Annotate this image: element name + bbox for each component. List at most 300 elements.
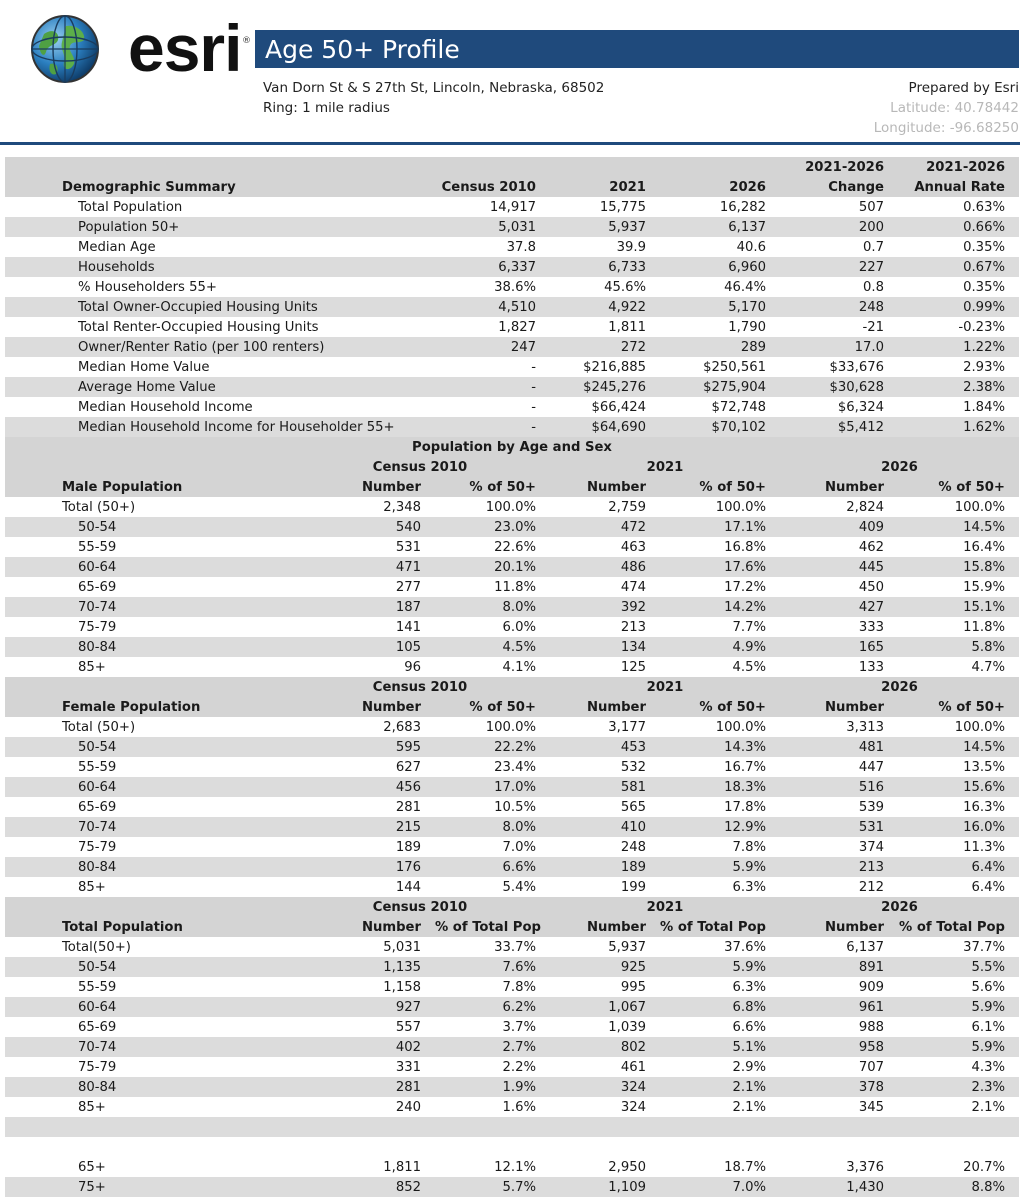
annual-rate-value: 2.38% [898,377,1019,397]
census-2010-value: 38.6% [494,279,536,295]
percent-value: 1.9% [435,1077,550,1097]
number-value: 5,031 [383,939,421,955]
number-header: Number [290,917,435,937]
demo-row [5,237,1019,257]
percent-value: 15.9% [963,579,1005,595]
percent-value: 100.0% [954,499,1005,515]
number-value: 187 [290,597,435,617]
table-cell [290,157,435,177]
number-value: 240 [395,1099,421,1115]
percent-value: 13.5% [963,759,1005,775]
row-label: Total Renter-Occupied Housing Units [78,319,319,335]
number-value: 909 [858,979,884,995]
esri-logo [30,10,251,85]
number-value: 531 [395,539,421,555]
number-value: 961 [780,997,898,1017]
number-header: Number [780,917,898,937]
female-column-header [5,697,1019,717]
percent-value: 10.5% [494,799,536,815]
number-value: 133 [858,659,884,675]
total-row [5,1077,1019,1097]
total-population-header: Total Population [5,917,290,937]
demo-row [5,217,1019,237]
male-row [5,597,1019,617]
number-value: 1,430 [780,1177,898,1197]
number-value: 144 [395,879,421,895]
value-2021: $66,424 [591,399,646,415]
address-line: Van Dorn St & S 27th St, Lincoln, Nebraska, 68502 [263,80,605,96]
percent-value: 2.1% [732,1099,766,1115]
title-bar [255,30,1019,68]
number-value: 531 [780,817,898,837]
percent-value: 7.0% [502,839,536,855]
percent-value: 5.9% [898,997,1019,1017]
male-row [5,577,1019,597]
row-label: 75-79 [78,839,117,855]
number-value: 213 [780,857,898,877]
row-label: 85+ [78,1099,106,1115]
value-2026: $72,748 [711,399,766,415]
number-value: 516 [780,777,898,797]
total-row [5,1017,1019,1037]
number-value: 486 [550,557,660,577]
female-row [5,837,1019,857]
change-value: $30,628 [780,377,898,397]
row-label: 50-54 [5,517,290,537]
male-row [5,637,1019,657]
row-label: 70-74 [5,597,290,617]
female-row [5,777,1019,797]
percent-value: 5.1% [660,1037,780,1057]
value-2026: 40.6 [736,239,766,255]
percent-value: 7.8% [732,839,766,855]
percent-header: % of 50+ [898,477,1019,497]
total-row [5,1097,1019,1117]
number-value: 199 [620,879,646,895]
row-label: 65-69 [78,799,117,815]
number-header: Number [550,697,660,717]
change-header-top: 2021-2026 [780,157,898,177]
number-value: 3,177 [608,719,646,735]
demo-row [5,397,1019,417]
percent-value: 14.5% [898,517,1019,537]
change-value: $5,412 [780,417,898,437]
number-header: Number [780,477,898,497]
percent-value: 100.0% [954,719,1005,735]
logo-wordmark: esri [128,11,242,85]
table-cell [550,157,660,177]
change-value: 248 [780,297,898,317]
percent-value: 2.2% [502,1059,536,1075]
year-2021-header: 2021 [550,177,660,197]
percent-value: 5.6% [971,979,1005,995]
value-2021: 272 [550,337,660,357]
percent-value: 6.0% [502,619,536,635]
annual-rate-value: 1.22% [898,337,1019,357]
percent-value: 6.4% [898,857,1019,877]
number-value: 96 [404,659,421,675]
number-value: 409 [780,517,898,537]
row-label: Total(50+) [62,939,131,955]
number-value: 2,348 [383,499,421,515]
percent-value: 100.0% [485,719,536,735]
row-label: Population 50+ [5,217,290,237]
percent-value: 11.8% [494,579,536,595]
value-2026: 1,790 [728,319,766,335]
row-label: 70-74 [5,1037,290,1057]
percent-value: 18.3% [660,777,780,797]
number-value: 461 [620,1059,646,1075]
number-value: 331 [395,1059,421,1075]
row-label: 85+ [78,879,106,895]
number-value: 189 [550,857,660,877]
profile-table [5,157,1019,1197]
row-label: Total (50+) [62,499,136,515]
percent-value: 5.5% [898,957,1019,977]
percent-value: 8.8% [898,1177,1019,1197]
number-value: 212 [858,879,884,895]
change-value: 200 [780,217,898,237]
number-value: 557 [395,1019,421,1035]
number-value: 474 [620,579,646,595]
row-label: Total (50+) [62,719,136,735]
number-value: 215 [290,817,435,837]
percent-value: 5.7% [435,1177,550,1197]
percent-value: 5.9% [660,957,780,977]
percent-header: % of 50+ [898,697,1019,717]
number-value: 105 [290,637,435,657]
number-value: 707 [858,1059,884,1075]
globe-icon [30,14,100,86]
number-value: 627 [395,759,421,775]
number-value: 324 [620,1099,646,1115]
census-2010-value: 37.8 [506,239,536,255]
row-label: Median Household Income for Householder 55+ [5,417,290,437]
number-value: 345 [858,1099,884,1115]
value-2026: 16,282 [719,199,766,215]
female-row [5,817,1019,837]
number-value: 281 [290,1077,435,1097]
percent-value: 6.8% [660,997,780,1017]
section-title-row [5,437,1019,457]
percent-value: 5.8% [898,637,1019,657]
value-2026: $70,102 [660,417,780,437]
census-2010-value: 6,337 [290,257,550,277]
row-label: 50-54 [5,737,290,757]
percent-value: 15.6% [898,777,1019,797]
number-value: 248 [620,839,646,855]
number-value: 852 [290,1177,435,1197]
rate-header-top: 2021-2026 [898,157,1019,177]
number-value: 462 [858,539,884,555]
percent-value: 6.1% [971,1019,1005,1035]
percent-value: 14.2% [660,597,780,617]
year-2026-header: 2026 [780,897,1019,917]
demo-row [5,417,1019,437]
percent-value: 16.3% [963,799,1005,815]
ring-line: Ring: 1 mile radius [263,100,390,116]
value-2021: 4,922 [550,297,660,317]
percent-value: 4.1% [502,659,536,675]
value-2021: $216,885 [583,359,646,375]
value-2026: 46.4% [724,279,766,295]
change-value: 227 [780,257,898,277]
number-value: 374 [858,839,884,855]
number-header: Number [290,697,435,717]
percent-value: 15.8% [898,557,1019,577]
number-value: 456 [290,777,435,797]
census-2010-header: Census 2010 [290,897,550,917]
number-value: 2,683 [383,719,421,735]
percent-value: 6.6% [732,1019,766,1035]
value-2021: 39.9 [616,239,646,255]
male-population-header: Male Population [5,477,290,497]
value-2026: $275,904 [660,377,780,397]
male-row [5,517,1019,537]
percent-value: 100.0% [485,499,536,515]
table-cell [5,677,290,697]
percent-value: 4.3% [971,1059,1005,1075]
blank-spacer [5,1117,1019,1137]
female-row [5,857,1019,877]
row-label: Median Home Value [78,359,210,375]
row-label: 75-79 [78,1059,117,1075]
row-label: 65-69 [78,579,117,595]
number-value: 445 [780,557,898,577]
percent-value: 8.0% [435,817,550,837]
number-value: 402 [290,1037,435,1057]
percent-value: 6.3% [732,979,766,995]
number-value: 213 [620,619,646,635]
percent-header: % of 50+ [435,697,550,717]
percent-value: 17.1% [660,517,780,537]
number-value: 581 [550,777,660,797]
percent-value: 37.7% [963,939,1005,955]
latitude: Latitude: 40.78442 [890,100,1019,116]
table-cell [5,157,290,177]
percent-value: 7.8% [502,979,536,995]
value-2026: 6,960 [660,257,780,277]
demo-header [5,177,1019,197]
row-label: 55-59 [78,539,117,555]
demo-row [5,277,1019,297]
year-2021-header: 2021 [550,457,780,477]
percent-value: 23.0% [435,517,550,537]
percent-value: 20.1% [435,557,550,577]
change-value: $6,324 [837,399,884,415]
value-2021: 6,733 [550,257,660,277]
percent-value: 4.9% [660,637,780,657]
annual-rate-value: 1.62% [898,417,1019,437]
number-value: 125 [620,659,646,675]
number-value: 540 [290,517,435,537]
value-2021: 5,937 [550,217,660,237]
percent-value: 16.7% [724,759,766,775]
percent-value: 37.6% [724,939,766,955]
census-2010-value: - [531,399,536,415]
row-label: Median Age [78,239,156,255]
number-header: Number [550,917,660,937]
percent-value: 11.3% [963,839,1005,855]
percent-value: 4.5% [435,637,550,657]
number-value: 277 [395,579,421,595]
percent-value: 14.3% [660,737,780,757]
percent-value: 23.4% [494,759,536,775]
table-cell [435,157,550,177]
number-value: 565 [620,799,646,815]
row-label: 55-59 [78,759,117,775]
percent-value: 16.0% [898,817,1019,837]
male-row [5,617,1019,637]
percent-value: 22.6% [494,539,536,555]
row-label: Owner/Renter Ratio (per 100 renters) [5,337,290,357]
number-value: 1,039 [608,1019,646,1035]
row-label: Households [5,257,290,277]
section-title: Population by Age and Sex [5,437,1019,457]
header-divider [0,142,1020,145]
total-year-header [5,897,1019,917]
number-value: 427 [780,597,898,617]
change-header: Change [780,177,898,197]
census-2010-value: - [531,359,536,375]
annual-rate-value: 1.84% [963,399,1005,415]
prepared-by: Prepared by Esri [908,80,1019,96]
number-value: 189 [395,839,421,855]
percent-header: % of Total Pop [435,917,550,937]
row-label: 60-64 [5,997,290,1017]
row-label: 60-64 [5,777,290,797]
number-header: Number [780,697,898,717]
value-2026: 5,170 [660,297,780,317]
percent-value: 6.2% [435,997,550,1017]
number-value: 891 [780,957,898,977]
percent-value: 17.6% [660,557,780,577]
number-value: 5,937 [608,939,646,955]
change-value: 17.0 [780,337,898,357]
number-value: 176 [290,857,435,877]
value-2026: $250,561 [703,359,766,375]
number-value: 539 [858,799,884,815]
percent-value: 7.6% [435,957,550,977]
percent-value: 17.2% [724,579,766,595]
percent-value: 2.1% [971,1099,1005,1115]
year-2026-header: 2026 [780,457,1019,477]
census-2010-value: - [290,377,550,397]
male-column-header [5,477,1019,497]
row-label: 80-84 [5,637,290,657]
change-value: -21 [862,319,884,335]
percent-value: 4.7% [971,659,1005,675]
number-value: 447 [858,759,884,775]
male-row [5,557,1019,577]
percent-value: 12.9% [660,817,780,837]
year-2026-header: 2026 [780,677,1019,697]
percent-header: % of 50+ [435,477,550,497]
annual-rate-value: 0.66% [898,217,1019,237]
number-value: 1,109 [550,1177,660,1197]
percent-value: 6.6% [435,857,550,877]
number-value: 333 [858,619,884,635]
value-2021: 15,775 [599,199,646,215]
percent-value: 17.8% [724,799,766,815]
percent-value: 6.4% [971,879,1005,895]
row-label: 50-54 [5,957,290,977]
percent-value: 100.0% [715,499,766,515]
row-label: 75+ [5,1177,290,1197]
number-value: 1,811 [383,1159,421,1175]
row-label: 75-79 [78,619,117,635]
total-row [5,1057,1019,1077]
number-value: 2,824 [846,499,884,515]
number-value: 2,950 [608,1159,646,1175]
census-2010-value: - [290,417,550,437]
annual-rate-value: 0.67% [898,257,1019,277]
demo-row [5,317,1019,337]
percent-value: 7.7% [732,619,766,635]
number-value: 472 [550,517,660,537]
longitude: Longitude: -96.68250 [873,120,1019,136]
number-value: 410 [550,817,660,837]
demo-row [5,337,1019,357]
female-row [5,757,1019,777]
census-2010-value: 5,031 [290,217,550,237]
percent-header: % of Total Pop [660,917,780,937]
demo-row [5,297,1019,317]
number-header: Number [290,477,435,497]
year-2021-header: 2021 [550,897,780,917]
number-value: 958 [780,1037,898,1057]
total-row [5,1037,1019,1057]
number-value: 281 [395,799,421,815]
percent-value: 1.6% [502,1099,536,1115]
percent-header: % of 50+ [660,697,780,717]
table-cell [5,897,290,917]
census-2010-value: 14,917 [489,199,536,215]
percent-value: 11.8% [963,619,1005,635]
percent-value: 4.5% [732,659,766,675]
row-label: 65+ [78,1159,106,1175]
table-cell [5,457,290,477]
number-header: Number [550,477,660,497]
percent-value: 33.7% [494,939,536,955]
total-row [5,1177,1019,1197]
census-2010-header: Census 2010 [290,457,550,477]
percent-value: 2.9% [732,1059,766,1075]
row-label: 80-84 [5,1077,290,1097]
percent-value: 8.0% [435,597,550,617]
female-row [5,877,1019,897]
demo-row [5,377,1019,397]
number-value: 6,137 [846,939,884,955]
row-label: 85+ [78,659,106,675]
annual-rate-value: 0.63% [963,199,1005,215]
total-row [5,937,1019,957]
number-value: 1,067 [550,997,660,1017]
row-label: 65-69 [78,1019,117,1035]
male-row [5,537,1019,557]
number-value: 141 [395,619,421,635]
percent-value: 7.0% [660,1177,780,1197]
number-value: 925 [550,957,660,977]
row-label: Average Home Value [5,377,290,397]
number-value: 453 [550,737,660,757]
annual-rate-value: 0.35% [963,279,1005,295]
percent-value: 12.1% [494,1159,536,1175]
census-2010-value: 4,510 [290,297,550,317]
census-2010-header: Census 2010 [290,177,550,197]
percent-value: 14.5% [898,737,1019,757]
annual-rate-value: -0.23% [958,319,1005,335]
